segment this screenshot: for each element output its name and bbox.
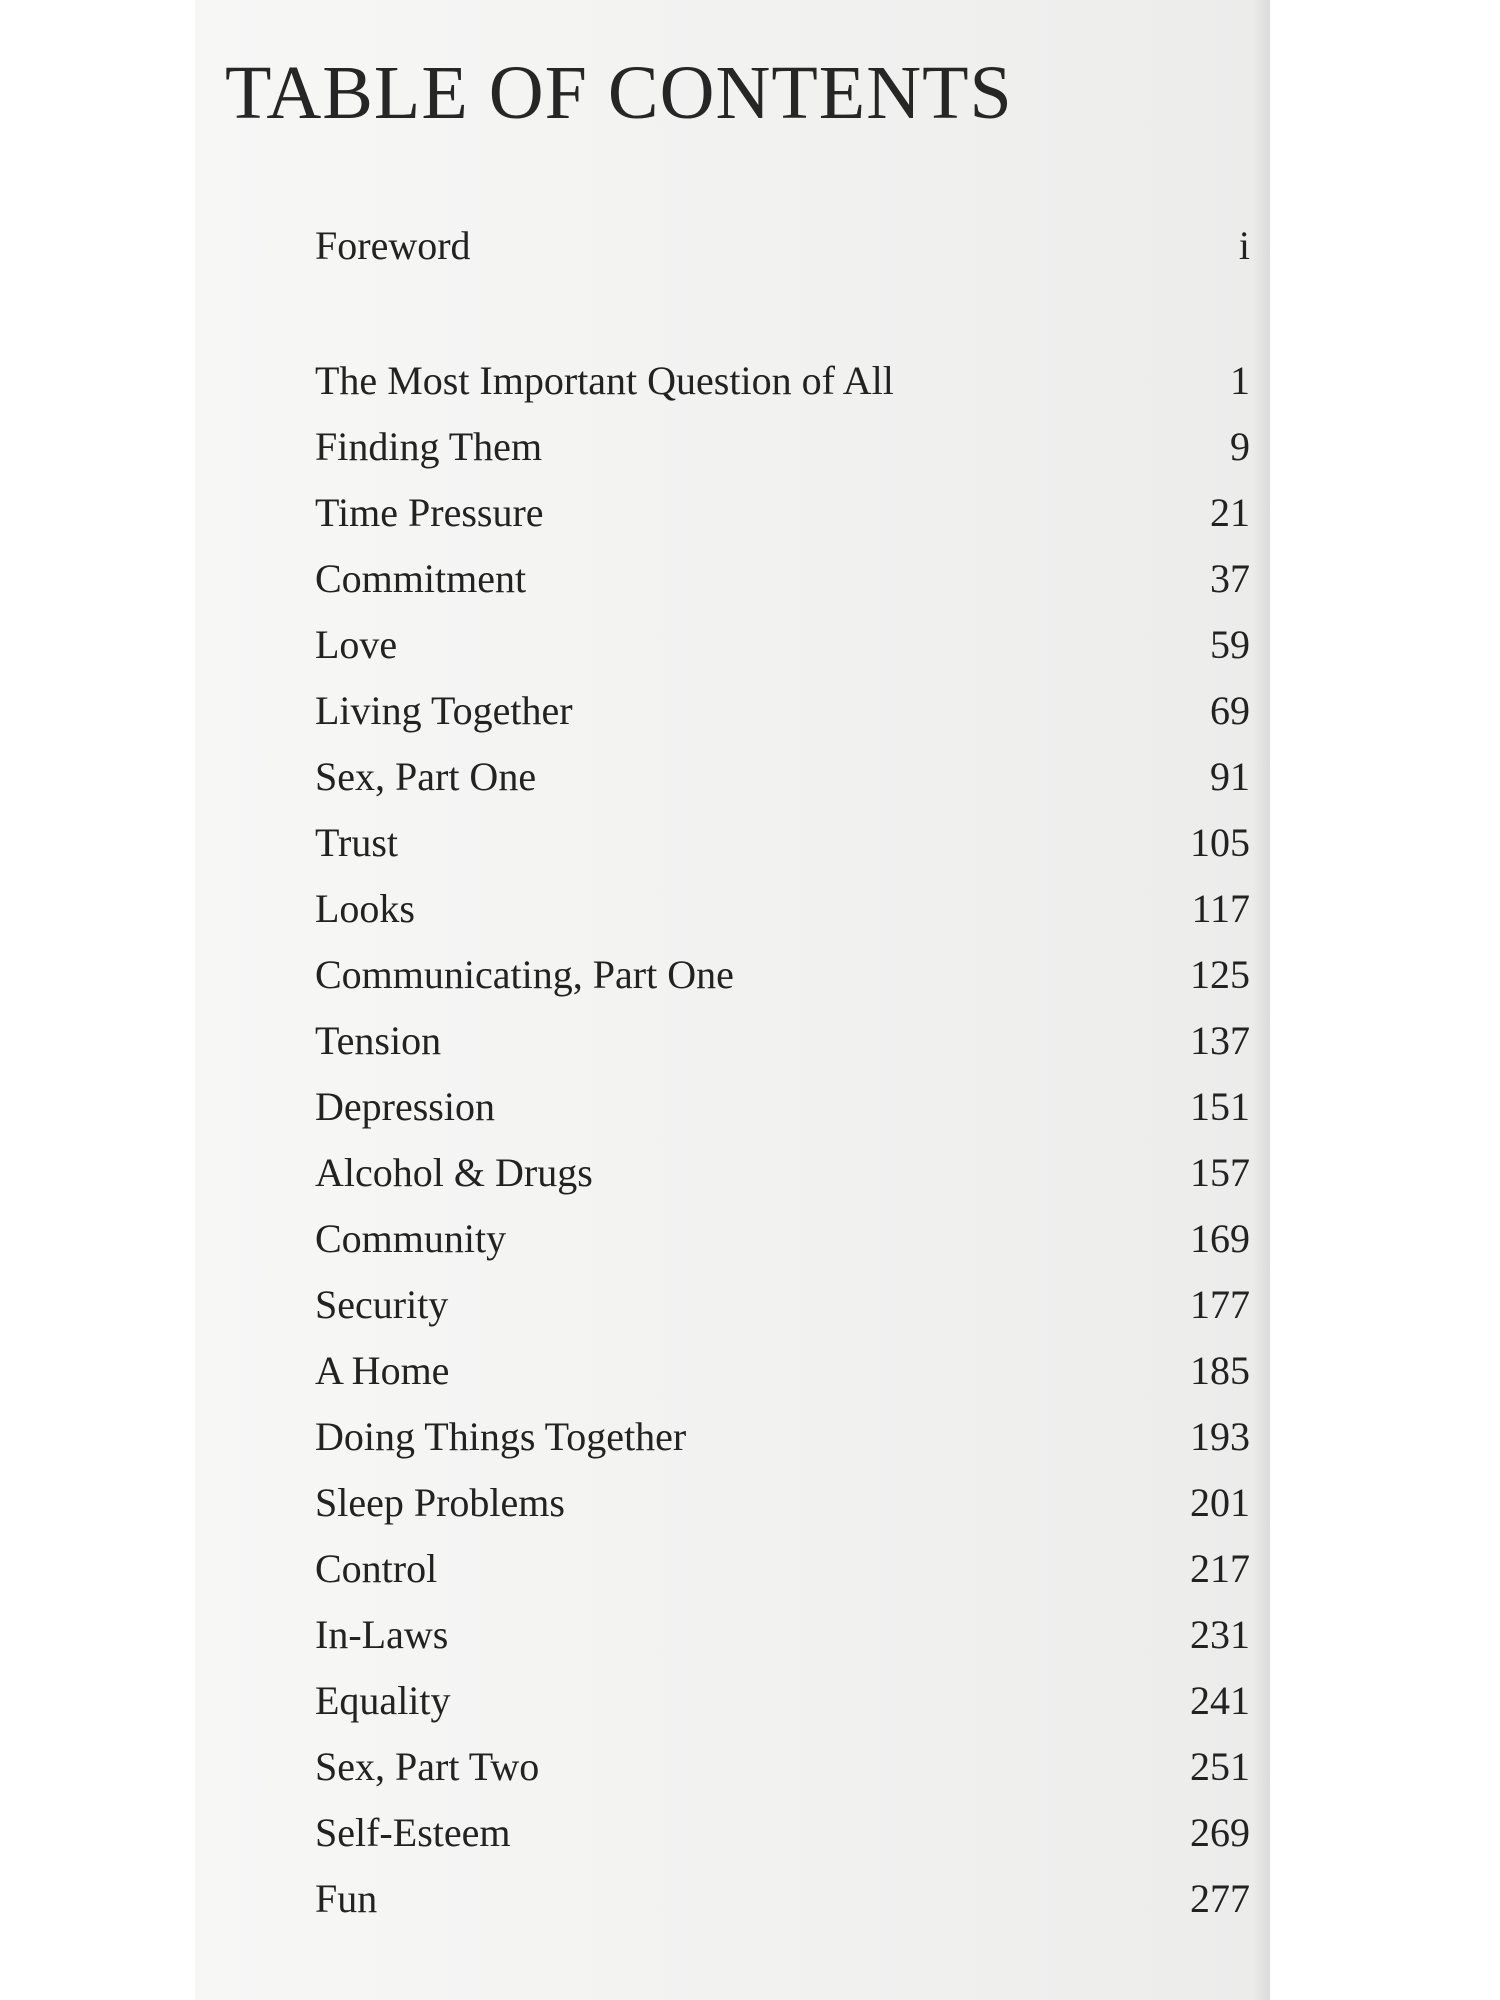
toc-entry-foreword — [315, 222, 1250, 278]
toc-entry-page-number: 59 — [1210, 622, 1250, 667]
toc-entry — [315, 1611, 1250, 1667]
toc-entry-label: Communicating, Part One — [315, 952, 734, 997]
toc-entry-label: Love — [315, 622, 398, 667]
toc-entry — [315, 423, 1250, 479]
toc-entry — [315, 1545, 1250, 1601]
toc-entry-label: Control — [315, 1546, 438, 1591]
toc-entry-page-number: 217 — [1190, 1546, 1250, 1591]
toc-entry-label: Sleep Problems — [315, 1480, 565, 1525]
toc-entry-page-number: 269 — [1190, 1810, 1250, 1855]
toc-entry-label: Sex, Part One — [315, 754, 537, 799]
toc-entry-label: Foreword — [315, 223, 471, 268]
page-title: TABLE OF CONTENTS — [225, 51, 1013, 135]
toc-entry — [315, 1149, 1250, 1205]
toc-entry — [315, 1413, 1250, 1469]
toc-entry-label: Tension — [315, 1018, 442, 1063]
toc-entry-label: A Home — [315, 1348, 450, 1393]
toc-entry-label: Depression — [315, 1084, 495, 1129]
toc-entry — [315, 357, 1250, 413]
toc-entry-label: Community — [315, 1216, 507, 1261]
toc-entry-page-number: 21 — [1210, 490, 1250, 535]
toc-entry — [315, 1743, 1250, 1799]
toc-entry-page-number: 177 — [1190, 1282, 1250, 1327]
toc-entry-page-number: 231 — [1190, 1612, 1250, 1657]
toc-entry-label: Finding Them — [315, 424, 543, 469]
toc-entry — [315, 1479, 1250, 1535]
toc-entry — [315, 951, 1250, 1007]
toc-entry-page-number: 69 — [1210, 688, 1250, 733]
toc-entry-page-number: 137 — [1190, 1018, 1250, 1063]
toc-entry-label: Trust — [315, 820, 399, 865]
toc-entry-page-number: i — [1238, 223, 1250, 268]
toc-entry — [315, 1875, 1250, 1931]
toc-entry-label: The Most Important Question of All — [315, 358, 894, 403]
toc-entry-page-number: 91 — [1210, 754, 1250, 799]
toc-entry-page-number: 151 — [1190, 1084, 1250, 1129]
toc-entry-label: Self-Esteem — [315, 1810, 511, 1855]
toc-entry-label: Doing Things Together — [315, 1414, 687, 1459]
toc-entry-page-number: 117 — [1191, 886, 1250, 931]
toc-entry — [315, 687, 1250, 743]
toc-entry — [315, 1281, 1250, 1337]
toc-entry-page-number: 241 — [1190, 1678, 1250, 1723]
table-of-contents — [315, 0, 1250, 2000]
toc-entry-page-number: 1 — [1230, 358, 1250, 403]
toc-entry — [315, 1809, 1250, 1865]
toc-entry-page-number: 125 — [1190, 952, 1250, 997]
toc-entry-label: Time Pressure — [315, 490, 544, 535]
toc-entry-page-number: 201 — [1190, 1480, 1250, 1525]
toc-entry-label: Alcohol & Drugs — [315, 1150, 593, 1195]
toc-entry-label: Security — [315, 1282, 449, 1327]
toc-entry-label: Fun — [315, 1876, 378, 1921]
toc-entry-page-number: 193 — [1190, 1414, 1250, 1459]
toc-entry — [315, 885, 1250, 941]
toc-entry-label: In-Laws — [315, 1612, 449, 1657]
toc-entry-page-number: 251 — [1190, 1744, 1250, 1789]
toc-entry-page-number: 9 — [1230, 424, 1250, 469]
toc-entry — [315, 1215, 1250, 1271]
toc-entry — [315, 1347, 1250, 1403]
page-edge-shadow — [1252, 0, 1270, 2000]
toc-entry-label: Looks — [315, 886, 415, 931]
toc-entry — [315, 1083, 1250, 1139]
toc-entry — [315, 753, 1250, 809]
toc-entry-page-number: 157 — [1190, 1150, 1250, 1195]
toc-entry — [315, 1677, 1250, 1733]
toc-entry — [315, 819, 1250, 875]
toc-entry-label: Commitment — [315, 556, 527, 601]
toc-entry-label: Sex, Part Two — [315, 1744, 540, 1789]
toc-entry-label: Living Together — [315, 688, 573, 733]
toc-entry — [315, 489, 1250, 545]
toc-entry-page-number: 185 — [1190, 1348, 1250, 1393]
toc-entry — [315, 555, 1250, 611]
toc-entry-page-number: 105 — [1190, 820, 1250, 865]
toc-entry — [315, 621, 1250, 677]
toc-entry — [315, 1017, 1250, 1073]
toc-entry-page-number: 169 — [1190, 1216, 1250, 1261]
toc-entry-page-number: 277 — [1190, 1876, 1250, 1921]
toc-entry-label: Equality — [315, 1678, 451, 1723]
toc-entry-page-number: 37 — [1210, 556, 1250, 601]
